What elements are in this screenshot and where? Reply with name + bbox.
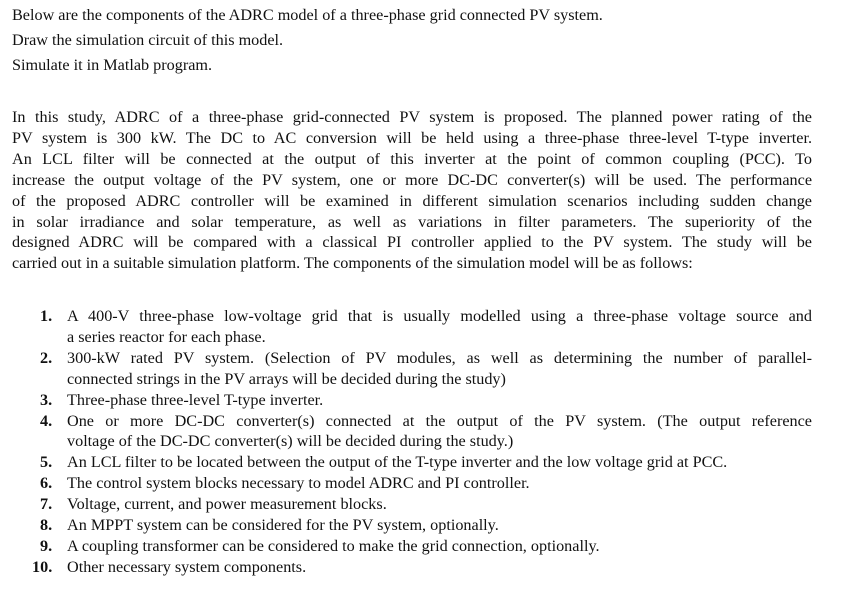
- list-item-text: The control system blocks necessary to model ADRC and PI controller.: [67, 474, 530, 493]
- list-item-text: A coupling transformer can be considered to make the grid connection, optionally.: [67, 536, 600, 555]
- paragraph-line: PV system is 300 kW. The DC to AC conversion will be held using a three-phase three-level T-type inverter.: [12, 128, 812, 147]
- list-item-text: An LCL filter to be located between the output of the T-type inverter and the low voltage grid at PCC.: [67, 453, 728, 472]
- paragraph-line: In this study, ADRC of a three-phase grid-connected PV system is proposed. The planned power rating of the: [12, 108, 812, 126]
- components-list: [32, 306, 812, 578]
- list-item: [40, 348, 812, 390]
- list-item-text: One or more DC-DC converter(s) connected at the output of the PV system. (The output reference: [67, 411, 812, 430]
- instruction-line: Draw the simulation circuit of this model.: [12, 31, 284, 49]
- list-item-number: 5.: [40, 453, 53, 472]
- list-item-text: a series reactor for each phase.: [67, 327, 266, 346]
- list-item: [40, 306, 812, 348]
- list-item: [40, 452, 812, 473]
- list-item: [32, 557, 812, 578]
- paragraph-line: carried out in a suitable simulation platform. The components of the simulation model will be as follows:: [12, 254, 693, 273]
- list-item: [40, 536, 812, 557]
- paragraph-line: increase the output voltage of the PV system, one or more DC-DC converter(s) will be used. The performance: [12, 170, 812, 189]
- list-item-text: voltage of the DC-DC converter(s) will be decided during the study.): [67, 432, 514, 451]
- paragraph-line: of the proposed ADRC controller will be examined in different simulation scenarios including sudden change: [12, 191, 812, 210]
- list-item-text: Voltage, current, and power measurement blocks.: [67, 495, 387, 514]
- paragraph-line: An LCL filter will be connected at the output of this inverter at the point of common coupling (PCC). To: [12, 149, 812, 168]
- paragraph-line: designed ADRC will be compared with a classical PI controller applied to the PV system. The study will be: [12, 233, 812, 252]
- list-item-number: 1.: [40, 307, 53, 325]
- paragraph-line: in solar irradiance and solar temperature, as well as variations in filter parameters. The superiority of the: [12, 212, 812, 231]
- list-item: [40, 390, 812, 411]
- list-item: [40, 473, 812, 494]
- list-item-number: 4.: [40, 411, 53, 430]
- study-description-paragraph: [12, 107, 812, 274]
- list-item-text: A 400-V three-phase low-voltage grid that is usually modelled using a three-phase voltage source and: [67, 307, 812, 325]
- list-item-number: 2.: [40, 348, 53, 367]
- list-item-number: 9.: [40, 536, 53, 555]
- list-item-number: 7.: [40, 495, 53, 514]
- list-item: [40, 515, 812, 536]
- list-item-text: connected strings in the PV arrays will be decided during the study): [67, 369, 506, 388]
- instruction-line: Below are the components of the ADRC model of a three-phase grid connected PV system.: [12, 6, 603, 24]
- list-item-number: 6.: [40, 474, 53, 493]
- list-item-number: 10.: [32, 557, 53, 576]
- list-item: [40, 411, 812, 453]
- list-item-text: 300-kW rated PV system. (Selection of PV modules, as well as determining the number of parallel-: [67, 348, 812, 367]
- list-item-number: 3.: [40, 390, 53, 409]
- list-item-number: 8.: [40, 516, 53, 535]
- instruction-line: Simulate it in Matlab program.: [12, 56, 213, 74]
- list-item: [40, 494, 812, 515]
- task-instructions: [12, 3, 603, 78]
- list-item-text: An MPPT system can be considered for the PV system, optionally.: [67, 516, 499, 535]
- list-item-text: Three-phase three-level T-type inverter.: [67, 390, 324, 409]
- list-item-text: Other necessary system components.: [67, 557, 307, 576]
